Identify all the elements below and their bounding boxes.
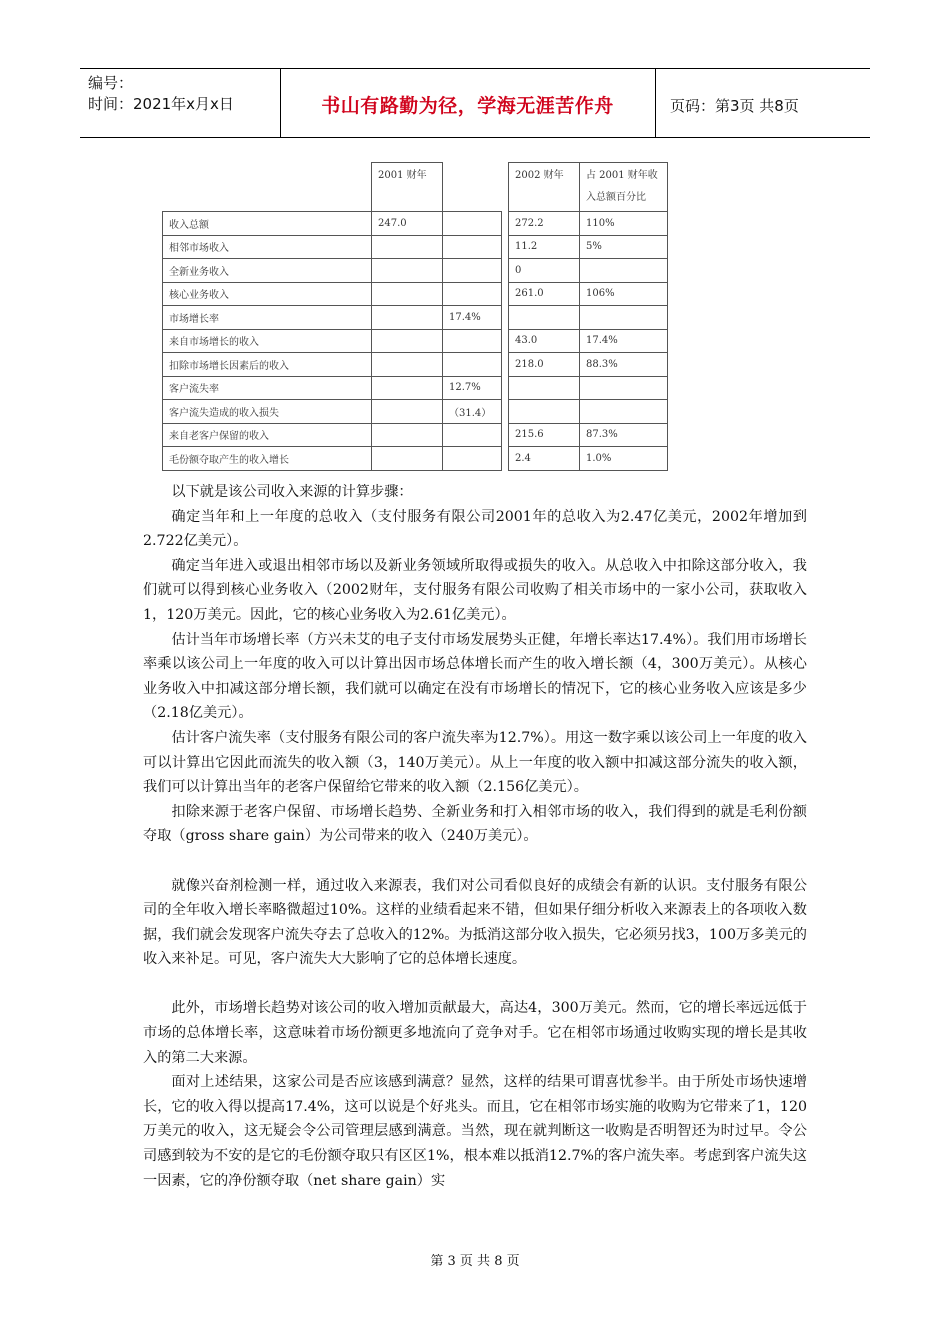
body-text xyxy=(143,480,807,1193)
table-cell: 215.6 xyxy=(509,423,580,447)
paragraph: 扣除来源于老客户保留、市场增长趋势、全新业务和打入相邻市场的收入，我们得到的就是毛利份额夺取（gross share gain）为公司带来的收入（240万美元）。 xyxy=(143,803,807,845)
table-cell: 88.3% xyxy=(580,353,668,377)
table-cell xyxy=(443,212,502,236)
table-cell xyxy=(509,376,580,400)
table-row xyxy=(163,423,668,447)
table-cell: 全新业务收入 xyxy=(163,259,372,283)
paragraph: 确定当年和上一年度的总收入（支付服务有限公司2001年的总收入为2.47亿美元，2002年增加到2.722亿美元）。 xyxy=(143,508,807,550)
table-cell: 218.0 xyxy=(509,353,580,377)
paragraph: 估计客户流失率（支付服务有限公司的客户流失率为12.7%）。用这一数字乘以该公司上一年度的收入可以计算出它因此而流失的收入额（3，140万美元）。从上一年度的收入额中扣减这部分流失的收入额，我们可以计算出当年的老客户保留给它带来的收入额（2.156亿美元）。 xyxy=(143,729,807,796)
table-cell: 17.4% xyxy=(443,306,502,330)
table-cell xyxy=(509,306,580,330)
table-cell: 市场增长率 xyxy=(163,306,372,330)
table-row xyxy=(163,400,668,424)
table-cell: 1.0% xyxy=(580,447,668,471)
page-footer: 第 3 页 共 8 页 xyxy=(430,1254,520,1269)
table-cell xyxy=(443,282,502,306)
table-cell: （31.4） xyxy=(443,400,502,424)
table-cell: 相邻市场收入 xyxy=(163,235,372,259)
table-cell: 客户流失率 xyxy=(163,376,372,400)
table-header-cell xyxy=(163,163,372,212)
table-cell xyxy=(372,235,443,259)
table-cell: 来自市场增长的收入 xyxy=(163,329,372,353)
table-header-cell: 占 2001 财年收入总额百分比 xyxy=(580,163,668,212)
table-cell xyxy=(580,259,668,283)
paragraph: 就像兴奋剂检测一样，通过收入来源表，我们对公司看似良好的成绩会有新的认识。支付服务有限公司的全年收入增长率略微超过10%。这样的业绩看起来不错，但如果仔细分析收入来源表上的各项收入数据，我们就会发现客户流失夺去了总收入的12%。为抵消这部分收入损失，它必须另找3，100万多美元的收入来补足。可见，客户流失大大影响了它的总体增长速度。 xyxy=(143,877,807,968)
paragraph: 此外，市场增长趋势对该公司的收入增加贡献最大，高达4，300万美元。然而，它的增长率远远低于市场的总体增长率，这意味着市场份额更多地流向了竞争对手。它在相邻市场通过收购实现的增长是其收入的第二大来源。 xyxy=(143,1000,807,1066)
table-header-cell: 2002 财年 xyxy=(509,163,580,212)
table-cell xyxy=(372,282,443,306)
document-number-label: 编号： xyxy=(88,74,134,92)
paragraph: 面对上述结果，这家公司是否应该感到满意？显然，这样的结果可谓喜忧参半。由于所处市场快速增长，它的收入得以提高17.4%，这可以说是个好兆头。而且，它在相邻市场实施的收购为它带来了1，120万美元的收入，这无疑会令公司管理层感到满意。当然，现在就判断这一收购是否明智还为时过早。令公司感到较为不安的是它的毛份额夺取只有区区1%，根本难以抵消12.7%的客户流失率。考虑到客户流失这一因素，它的净份额夺取（net share gain）实 xyxy=(143,1074,807,1189)
table-cell: 12.7% xyxy=(443,376,502,400)
header-motto: 书山有路勤为径，学海无涯苦作舟 xyxy=(321,95,614,117)
header-divider xyxy=(655,69,656,137)
table-cell xyxy=(372,259,443,283)
table-cell: 106% xyxy=(580,282,668,306)
table-header-cell xyxy=(443,163,502,212)
paragraph: 以下就是该公司收入来源的计算步骤： xyxy=(171,484,413,500)
table-cell: 核心业务收入 xyxy=(163,282,372,306)
table-cell: 110% xyxy=(580,212,668,236)
table-cell: 来自老客户保留的收入 xyxy=(163,423,372,447)
page-header xyxy=(80,68,870,138)
table-cell xyxy=(509,400,580,424)
table-cell xyxy=(580,376,668,400)
table-cell: 毛份额夺取产生的收入增长 xyxy=(163,447,372,471)
table-row xyxy=(163,353,668,377)
table-cell xyxy=(372,329,443,353)
table-cell xyxy=(443,353,502,377)
table-header-row xyxy=(163,163,668,212)
table-row xyxy=(163,282,668,306)
table-cell xyxy=(443,259,502,283)
table-row xyxy=(163,329,668,353)
table-cell: 收入总额 xyxy=(163,212,372,236)
table-cell xyxy=(372,376,443,400)
paragraph: 估计当年市场增长率（方兴未艾的电子支付市场发展势头正健，年增长率达17.4%）。我们用市场增长率乘以该公司上一年度的收入可以计算出因市场总体增长而产生的收入增长额（4，300万美元）。从核心业务收入中扣减这部分增长额，我们就可以确定在没有市场增长的情况下，它的核心业务收入应该是多少（2.18亿美元）。 xyxy=(143,631,807,722)
table-cell xyxy=(443,329,502,353)
table-cell xyxy=(443,447,502,471)
table-cell: 261.0 xyxy=(509,282,580,306)
paragraph: 确定当年进入或退出相邻市场以及新业务领域所取得或损失的收入。从总收入中扣除这部分收入，我们就可以得到核心业务收入（2002财年，支付服务有限公司收购了相关市场中的一家小公司，获取收入1，120万美元。因此，它的核心业务收入为2.61亿美元）。 xyxy=(143,557,807,623)
table-cell xyxy=(372,306,443,330)
table-cell xyxy=(372,423,443,447)
table-cell: 客户流失造成的收入损失 xyxy=(163,400,372,424)
table-cell xyxy=(443,423,502,447)
table-cell: 11.2 xyxy=(509,235,580,259)
table-cell: 扣除市场增长因素后的收入 xyxy=(163,353,372,377)
table-cell: 43.0 xyxy=(509,329,580,353)
table-cell xyxy=(372,400,443,424)
table-cell xyxy=(580,306,668,330)
table-cell: 247.0 xyxy=(372,212,443,236)
table-cell: 2.4 xyxy=(509,447,580,471)
table-row xyxy=(163,447,668,471)
revenue-source-table xyxy=(162,162,668,471)
table-cell: 272.2 xyxy=(509,212,580,236)
table-row xyxy=(163,212,668,236)
table-cell xyxy=(372,447,443,471)
table-cell xyxy=(580,400,668,424)
table-cell xyxy=(372,353,443,377)
document-date-label: 时间：2021年x月x日 xyxy=(88,95,234,113)
table-cell xyxy=(443,235,502,259)
table-row xyxy=(163,259,668,283)
table-cell: 87.3% xyxy=(580,423,668,447)
table-cell: 17.4% xyxy=(580,329,668,353)
table-row xyxy=(163,376,668,400)
table-cell: 0 xyxy=(509,259,580,283)
header-meta xyxy=(88,73,283,115)
table-row xyxy=(163,235,668,259)
header-page-number: 页码：第3页 共8页 xyxy=(670,97,799,115)
table-header-cell: 2001 财年 xyxy=(372,163,443,212)
table-row xyxy=(163,306,668,330)
table-cell: 5% xyxy=(580,235,668,259)
